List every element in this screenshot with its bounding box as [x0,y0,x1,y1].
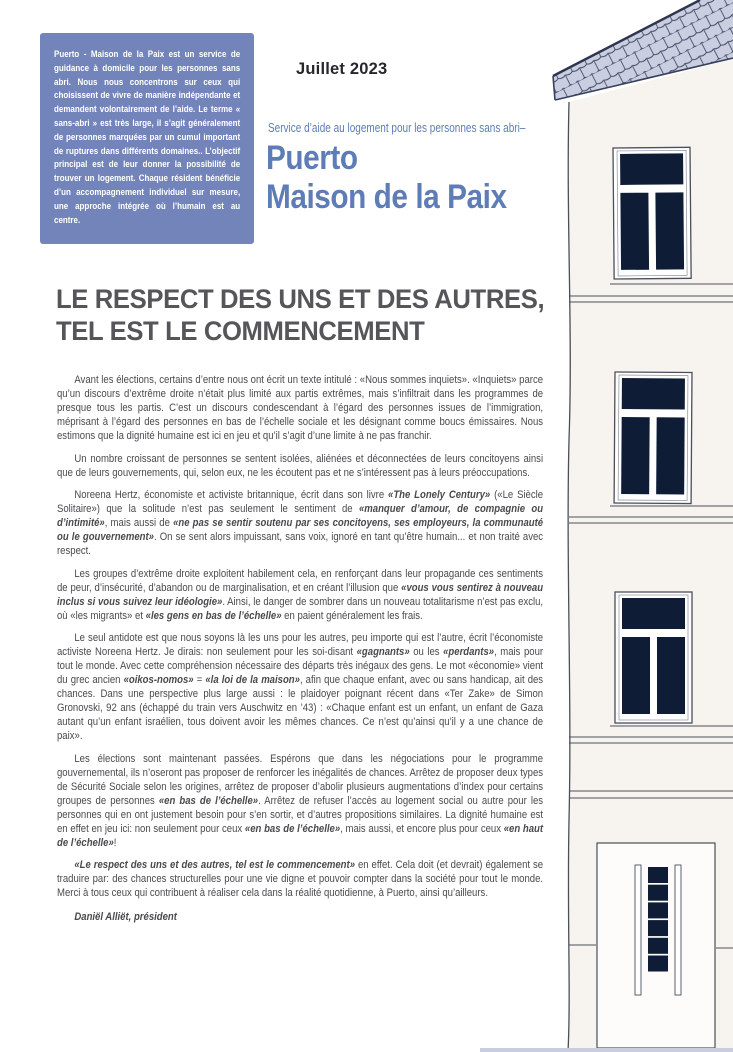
article-title [56,284,544,347]
masthead-title-line2: Maison de la Paix [266,178,507,216]
door [597,843,715,1048]
article-signature: Daniël Alliët, président [74,911,177,923]
window-lower [615,592,692,723]
article-paragraph: Noreena Hertz, économiste et activiste britannique, écrit dans son livre «The Lonely Century» («Le Siècle Solitaire») que la solitude n’est pas seulement le sentiment de «manquer d’amour, de compagnie ou d’intimité», mais aussi de «ne pas se sentir soutenu par ses concitoyens, ses employeurs, la communauté ou le gouvernement». On se sent alors impuissant, sans voix, ignoré en tant qu’être humain... et non traité avec respect. [57,489,544,557]
article-paragraph: Les élections sont maintenant passées. Espérons que dans les négociations pour le programme gouvernemental, ils n’oseront pas proposer de renforcer les inégalités de chances. Arrêtez de proposer deux types de Sécurité Sociale selon les origines, arrêtez de proposer d’abolir plusieurs augmentations d’index pour certains groupes de personnes «en bas de l’échelle». Arrêtez de refuser l’accès au logement social ou autre pour les personnes qui en ont justement besoin pour s’en sortir, et d’autres propositions similaires. La dignité humaine est en effet en jeu ici: non seulement pour ceux «en bas de l’échelle», mais aussi, et encore plus pour ceux «en haut de l’échelle»! [57,752,544,849]
issue-date: Juillet 2023 [296,60,388,78]
window-middle [614,372,692,504]
pavement-strip [480,1048,733,1052]
article-paragraph: Un nombre croissant de personnes se sentent isolées, aliénées et déconnectées de leurs concitoyens ainsi que de leurs gouvernements, qui, selon eux, ne les écoutent pas et ne s’intéressent pas à leurs préoccupations. [57,452,544,479]
intro-text: Puerto - Maison de la Paix est un service de guidance à domicile pour les personnes sans abri. Nous nous concentrons sur ceux qui choisissent de vivre de manière indépendante et demandent volontairement de l’aide. Le terme « sans-abri » est très large, il s’agit généralement de personnes marquées par un cumul important de ruptures dans différents domaines.. L’objectif principal est de leur donner la possibilité de trouver un logement. Chaque résident bénéficie d’un accompagnement individuel sur mesure, une approche intégrée où l’humain est au centre. [54,49,241,225]
intro-box [40,33,254,244]
building-illustration [545,0,733,1052]
article-paragraph: Les groupes d’extrême droite exploitent habilement cela, en renforçant dans leur propagande ces sentiments de peur, d’insécurité, d’abandon ou de marginalisation, et en créant l’illusion que «vous vous sentirez à nouveau inclus si vous suivez leur idéologie». Ainsi, le danger de sombrer dans un nouveau totalitarisme n’est pas exclu, où «les migrants» et «les gens en bas de l’échelle» en paient généralement les frais. [57,567,544,622]
article-paragraph: «Le respect des uns et des autres, tel est le commencement» en effet. Cela doit (et devrait) également se traduire par: des chances structurelles pour une vie digne et pouvoir compter dans la société pour tout le monde. Merci à tous ceux qui contribuent à réaliser cela dans la réalité quotidienne, à Puerto, ainsi qu’ailleurs. [57,859,544,899]
article-paragraph: Avant les élections, certains d’entre nous ont écrit un texte intitulé : «Nous sommes inquiets». «Inquiets» parce qu’un discours d’extrême droite n’était plus limité aux partis extrêmes, mais s’infiltrait dans les programmes de presque tous les partis. C’est un discours condescendant à l’égard des personnes issues de l’immigration, méprisant à l’égard des personnes en bas de l’échelle sociale et les désignant comme boucs émissaires. Nous estimons que la dignité humaine est ici en jeu et qu’il s’agit d’une limite à ne pas franchir. [57,374,544,442]
window-top [613,147,691,279]
article-title-line1: LE RESPECT DES UNS ET DES AUTRES, [56,284,545,314]
article-title-line2: TEL EST LE COMMENCEMENT [56,315,425,346]
masthead-title [266,139,507,217]
article-body [57,373,543,935]
article-paragraph: Le seul antidote est que nous soyons là les uns pour les autres, peu importe qui est l’autre, écrit l’économiste activiste Noreena Hertz. Je dirais: non seulement pour les soi-disant «gagnants» ou les «perdants», mais pour tout le monde. Avec cette compréhension nécessaire des départs très inégaux des gens. Le mot «économie» vient du grec ancien «oikos-nomos» = «la loi de la maison», afin que chaque enfant, avec ou sans handicap, ait des chances. Dans une perspective plus large aussi : le plaidoyer poignant récent dans «Ter Zake» de Simon Gronovski, 92 ans (échappé du train vers Auschwitz en ’43) : «Chaque enfant est un enfant, un enfant de Gaza autant qu’un enfant israélien, tous doivent avoir les mêmes chances. Ce n’est qu’ainsi qu’il y a une chance de paix». [57,632,544,742]
masthead-tagline: Service d’aide au logement pour les personnes sans abri– [268,121,526,135]
article-paragraphs [57,373,543,900]
masthead-title-line1: Puerto [266,139,358,177]
